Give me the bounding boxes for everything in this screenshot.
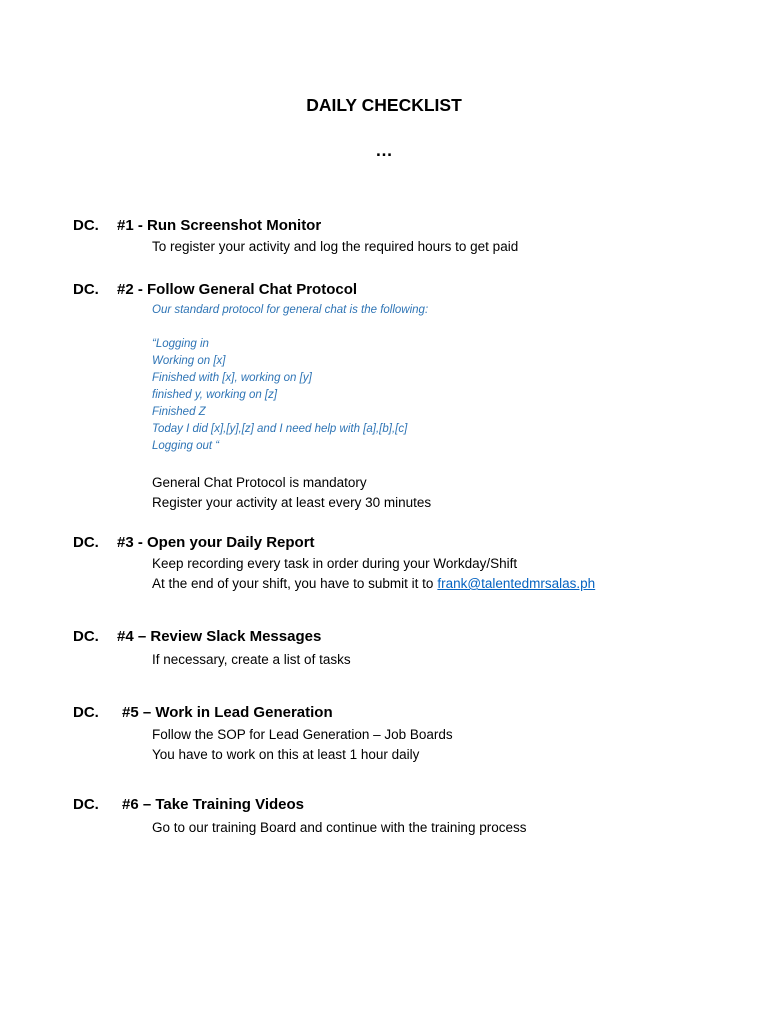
protocol-intro: Our standard protocol for general chat is the following: bbox=[152, 304, 429, 316]
item-description: General Chat Protocol is mandatory bbox=[152, 475, 367, 490]
item-description-text: At the end of your shift, you have to submit it to bbox=[152, 576, 434, 591]
protocol-line: Finished Z bbox=[152, 406, 206, 418]
item-description: Go to our training Board and continue with the training process bbox=[152, 820, 527, 835]
item-prefix: DC. bbox=[73, 281, 99, 298]
item-heading: #3 - Open your Daily Report bbox=[117, 534, 315, 551]
item-description: You have to work on this at least 1 hour daily bbox=[152, 747, 420, 762]
item-description: To register your activity and log the required hours to get paid bbox=[152, 239, 519, 254]
item-prefix: DC. bbox=[73, 628, 99, 645]
page-title: DAILY CHECKLIST bbox=[306, 95, 462, 115]
item-heading: #6 – Take Training Videos bbox=[122, 796, 305, 813]
item-heading: #5 – Work in Lead Generation bbox=[122, 704, 333, 721]
protocol-line: Working on [x] bbox=[152, 355, 226, 367]
item-prefix: DC. bbox=[73, 217, 99, 234]
item-prefix: DC. bbox=[73, 704, 99, 721]
item-prefix: DC. bbox=[73, 534, 99, 551]
item-description: Follow the SOP for Lead Generation – Job Boards bbox=[152, 727, 453, 742]
item-heading: #2 - Follow General Chat Protocol bbox=[117, 281, 358, 298]
protocol-line: Today I did [x],[y],[z] and I need help with [a],[b],[c] bbox=[152, 423, 408, 435]
item-description: Keep recording every task in order during your Workday/Shift bbox=[152, 556, 518, 571]
email-link[interactable]: frank@talentedmrsalas.ph bbox=[437, 576, 596, 591]
title-ellipsis: … bbox=[375, 140, 393, 160]
item-heading: #1 - Run Screenshot Monitor bbox=[117, 217, 322, 234]
item-description-with-link bbox=[152, 574, 595, 594]
protocol-line: “Logging in bbox=[152, 338, 209, 350]
item-description: Register your activity at least every 30 minutes bbox=[152, 495, 432, 510]
item-heading: #4 – Review Slack Messages bbox=[117, 628, 322, 645]
protocol-line: Finished with [x], working on [y] bbox=[152, 372, 312, 384]
item-prefix: DC. bbox=[73, 796, 99, 813]
protocol-line: finished y, working on [z] bbox=[152, 389, 278, 401]
item-description: If necessary, create a list of tasks bbox=[152, 652, 351, 667]
protocol-line: Logging out “ bbox=[152, 440, 220, 452]
